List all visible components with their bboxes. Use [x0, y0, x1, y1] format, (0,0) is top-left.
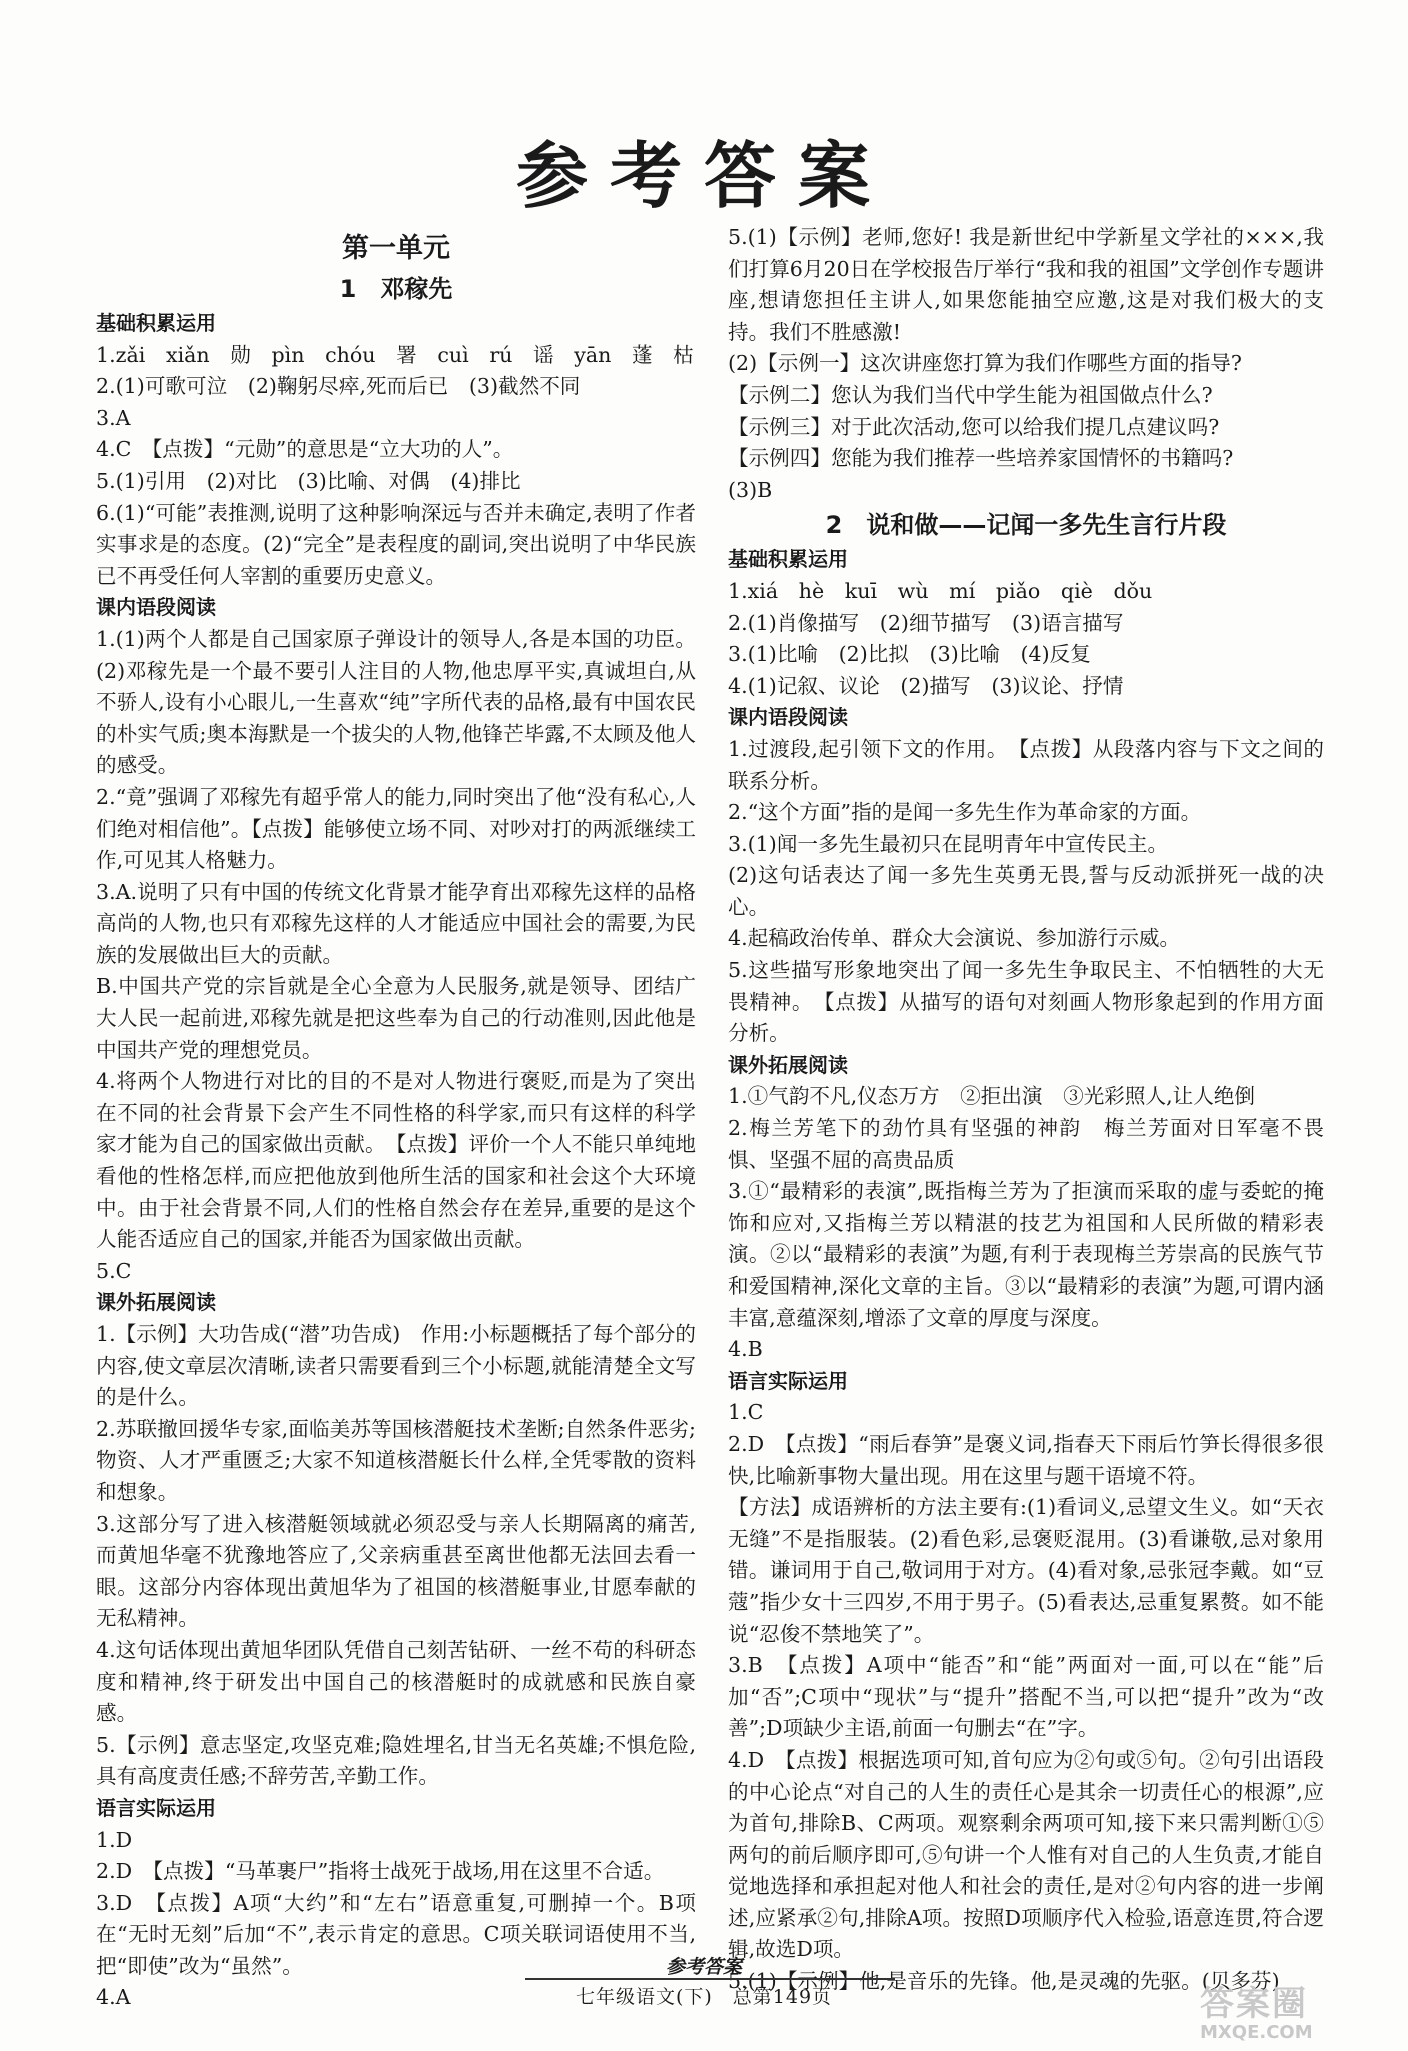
answer-paragraph: 3.B 【点拨】A项中“能否”和“能”两面对一面,可以在“能”后加“否”;C项中“现状”与“提升”搭配不当,可以把“提升”改为“改善”;D项缺少主语,前面一句删去“在”字。	[728, 1653, 1324, 1741]
section-heading: 课内语段阅读	[96, 595, 216, 620]
answer-paragraph: 1.【示例】大功告成(“潜”功告成) 作用:小标题概括了每个部分的内容,使文章层次清晰,读者只需要看到三个小标题,就能清楚全文写的是什么。	[96, 1322, 696, 1410]
footer-divider	[525, 1978, 895, 1980]
answer-paragraph: 4.(1)记叙、议论 (2)描写 (3)议论、抒情	[728, 673, 1124, 698]
footer-page-number: 七年级语文(下) 总第149页	[575, 1986, 833, 2008]
answer-paragraph: (3)B	[728, 477, 773, 502]
section-heading: 基础积累运用	[728, 547, 848, 572]
section-heading: 课外拓展阅读	[96, 1290, 216, 1315]
answer-paragraph: 4.D 【点拨】根据选项可知,首句应为②句或⑤句。②句引出语段的中心论点“对自己的人生的责任心是其余一切责任心的根源”,应为首句,排除B、C两项。观察剩余两项可知,接下来只需判断①⑤两句的前后顺序即可,⑤句讲一个人惟有对自己的人生负责,才能自觉地选择和承担起对他人和社会的责任,是对②句内容的进一步阐述,应紧承②句,排除A项。按照D项顺序代入检验,语意连贯,符合逻辑,故选D项。	[728, 1747, 1324, 1962]
answer-paragraph: 【示例四】您能为我们推荐一些培养家国情怀的书籍吗?	[728, 446, 1234, 471]
answer-paragraph: 3.①“最精彩的表演”,既指梅兰芳为了拒演而采取的虚与委蛇的掩饰和应对,又指梅兰芳以精湛的技艺为祖国和人民所做的精彩表演。②以“最精彩的表演”为题,有利于表现梅兰芳崇高的民族气节和爱国精神,深化文章的主旨。③以“最精彩的表演”为题,可谓内涵丰富,意蕴深刻,增添了文章的厚度与深度。	[728, 1179, 1324, 1330]
answer-paragraph: 3.A	[96, 405, 131, 430]
answer-paragraph: 4.B	[728, 1337, 763, 1362]
footer-label: 参考答案	[665, 1956, 742, 1978]
answer-paragraph: 1.①气韵不凡,仪态万方 ②拒出演 ③光彩照人,让人绝倒	[728, 1084, 1255, 1109]
answer-paragraph: 3.(1)闻一多先生最初只在昆明青年中宣传民主。	[728, 831, 1169, 856]
left-answers	[96, 308, 696, 2014]
section-heading: 语言实际运用	[96, 1795, 216, 1820]
answer-paragraph: 2.“这个方面”指的是闻一多先生作为革命家的方面。	[728, 800, 1202, 825]
answer-paragraph: 5.(1)【示例】他,是音乐的先锋。他,是灵魂的先驱。(贝多芬)	[728, 1969, 1280, 1994]
answer-paragraph: 3.(1)比喻 (2)比拟 (3)比喻 (4)反复	[728, 642, 1091, 667]
answer-paragraph: 4.A	[96, 1985, 131, 2010]
answer-paragraph: 1.xiá hè kuī wù mí piǎo qiè dǒu	[728, 578, 1153, 603]
answer-paragraph: 4.C 【点拨】“元勋”的意思是“立大功的人”。	[96, 437, 514, 462]
answer-paragraph: 5.(1)【示例】老师,您好! 我是新世纪中学新星文学社的×××,我们打算6月20日在学校报告厅举行“我和我的祖国”文学创作专题讲座,想请您担任主讲人,如果您能抽空应邀,这是对我们极大的支持。我们不胜感激!	[728, 225, 1324, 344]
answer-paragraph: 4.这句话体现出黄旭华团队凭借自己刻苦钻研、一丝不苟的科研态度和精神,终于研发出中国自己的核潜艇时的成就感和民族自豪感。	[96, 1637, 696, 1726]
answer-paragraph: 【示例三】对于此次活动,您可以给我们提几点建议吗?	[728, 414, 1220, 439]
answer-paragraph: 2.“竟”强调了邓稼先有超乎常人的能力,同时突出了他“没有私心,人们绝对相信他”。【点拨】能够使立场不同、对吵对打的两派继续工作,可见其人格魅力。	[96, 784, 696, 873]
answer-paragraph: 4.将两个人物进行对比的目的不是对人物进行褒贬,而是为了突出在不同的社会背景下会产生不同性格的科学家,而只有这样的科学家才能为自己的国家做出贡献。 【点拨】评价一个人不能只单纯地看他的性格怎样,而应把他放到他所生活的国家和社会这个大环境中。由于社会背景不同,人们的性格自然会存在差异,重要的是这个人能否适应自己的国家,并能否为国家做出贡献。	[96, 1069, 696, 1252]
answer-paragraph: 1.过渡段,起引领下文的作用。 【点拨】从段落内容与下文之间的联系分析。	[728, 736, 1324, 793]
answer-paragraph: 【示例二】您认为我们当代中学生能为祖国做点什么?	[728, 382, 1213, 407]
watermark-logo	[1200, 1985, 1380, 2045]
answer-paragraph: 5.【示例】意志坚定,攻坚克难;隐姓埋名,甘当无名英雄;不惧危险,具有高度责任感;不辞劳苦,辛勤工作。	[96, 1732, 696, 1789]
lesson-title-2: 2 说和做——记闻一多先生言行片段	[825, 511, 1227, 540]
answer-paragraph: 2.(1)可歌可泣 (2)鞠躬尽瘁,死而后已 (3)截然不同	[96, 374, 581, 399]
watermark-domain: MXQE.COM	[1200, 2022, 1313, 2043]
right-answers-bottom	[728, 544, 1324, 1997]
answer-paragraph: 1.C	[728, 1400, 764, 1425]
right-answers-top	[728, 222, 1324, 506]
answer-paragraph: B.中国共产党的宗旨就是全心全意为人民服务,就是领导、团结广大人民一起前进,邓稼先就是把这些奉为自己的行动准则,因此他是中国共产党的理想党员。	[96, 974, 696, 1062]
answer-paragraph: 6.(1)“可能”表推测,说明了这种影响深远与否并未确定,表明了作者实事求是的态度。(2)“完全”是表程度的副词,突出说明了中华民族已不再受任何人宰割的重要历史意义。	[96, 500, 696, 588]
answer-paragraph: 1.D	[96, 1827, 133, 1852]
answer-paragraph: 3.这部分写了进入核潜艇领域就必须忍受与亲人长期隔离的痛苦,而黄旭华毫不犹豫地答应了,父亲病重甚至离世他都无法回去看一眼。这部分内容体现出黄旭华为了祖国的核潜艇事业,甘愿奉献的无私精神。	[96, 1511, 696, 1631]
answer-paragraph: 2.苏联撤回援华专家,面临美苏等国核潜艇技术垄断;自然条件恶劣;物资、人才严重匮乏;大家不知道核潜艇长什么样,全凭零散的资料和想象。	[96, 1416, 696, 1504]
answer-paragraph: (2)这句话表达了闻一多先生英勇无畏,誓与反动派拼死一战的决心。	[728, 863, 1324, 919]
page-title: 参考答案	[515, 134, 892, 218]
section-heading: 课内语段阅读	[728, 705, 848, 730]
section-heading: 基础积累运用	[96, 311, 216, 335]
answer-paragraph: 1.zǎi xiǎn 勋 pìn chóu 署 cuì rú 谣 yān 蓬 枯	[96, 342, 694, 367]
answer-paragraph: 5.C	[96, 1258, 132, 1283]
answer-paragraph: 2.D 【点拨】“马革裹尸”指将士战死于战场,用在这里不合适。	[96, 1859, 665, 1884]
section-heading: 语言实际运用	[728, 1368, 848, 1393]
unit-title: 第一单元	[342, 233, 450, 264]
answer-paragraph: 2.(1)肖像描写 (2)细节描写 (3)语言描写	[728, 610, 1124, 635]
answer-paragraph: 5.(1)引用 (2)对比 (3)比喻、对偶 (4)排比	[96, 468, 521, 493]
answer-paragraph: 3.D 【点拨】A项“大约”和“左右”语意重复,可删掉一个。B项在“无时无刻”后加“不”,表示肯定的意思。C项关联词语使用不当,把“即使”改为“虽然”。	[96, 1890, 696, 1978]
answer-paragraph: 【方法】成语辨析的方法主要有:(1)看词义,忌望文生义。如“天衣无缝”不是指服装。(2)看色彩,忌褒贬混用。(3)看谦敬,忌对象用错。谦词用于自己,敬词用于对方。(4)看对象,忌张冠李戴。如“豆蔻”指少女十三四岁,不用于男子。(5)看表达,忌重复累赘。如不能说“忍俊不禁地笑了”。	[728, 1495, 1324, 1646]
answer-paragraph: (2)【示例一】这次讲座您打算为我们作哪些方面的指导?	[728, 351, 1242, 376]
answer-paragraph: 2.D 【点拨】“雨后春笋”是褒义词,指春天下雨后竹笋长得很多很快,比喻新事物大量出现。用在这里与题干语境不符。	[728, 1431, 1324, 1488]
answer-paragraph: 1.(1)两个人都是自己国家原子弹设计的领导人,各是本国的功臣。(2)邓稼先是一个最不要引人注目的人物,他忠厚平实,真诚坦白,从不骄人,设有小心眼儿,一生喜欢“纯”字所代表的品格,最有中国农民的朴实气质;奥本海默是一个拔尖的人物,他锋芒毕露,不太顾及他人的感受。	[96, 626, 696, 778]
answer-paragraph: 3.A.说明了只有中国的传统文化背景才能孕育出邓稼先这样的品格高尚的人物,也只有邓稼先这样的人才能适应中国社会的需要,为民族的发展做出巨大的贡献。	[96, 879, 696, 967]
right-column	[728, 222, 1324, 1998]
section-heading: 课外拓展阅读	[728, 1052, 848, 1077]
answer-paragraph: 2.梅兰芳笔下的劲竹具有坚强的神韵 梅兰芳面对日军毫不畏惧、坚强不屈的高贵品质	[728, 1116, 1324, 1172]
answer-paragraph: 4.起稿政治传单、群众大会演说、参加游行示威。	[728, 926, 1181, 951]
left-column	[96, 222, 696, 2014]
watermark-text: 答案圈	[1200, 1984, 1308, 2024]
answer-paragraph: 5.这些描写形象地突出了闻一多先生争取民主、不怕牺牲的大无畏精神。 【点拨】从描写的语句对刻画人物形象起到的作用方面分析。	[728, 958, 1324, 1046]
lesson-title-1: 1 邓稼先	[339, 275, 453, 303]
